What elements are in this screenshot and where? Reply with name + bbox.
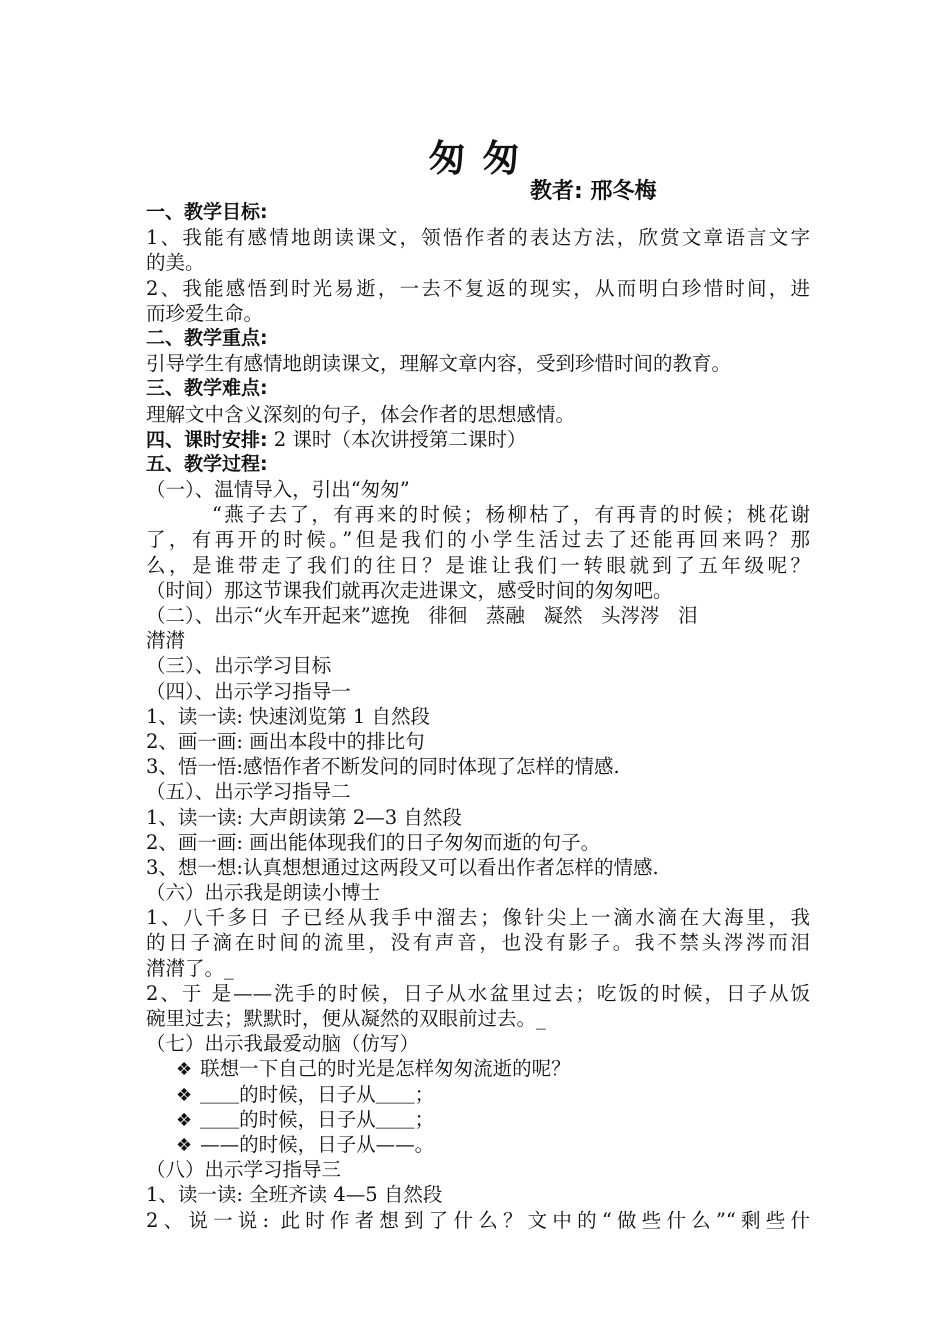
goal-line: 2、我能感悟到时光易逝，一去不复返的现实，从而明白珍惜时间，进 — [146, 276, 810, 300]
reading-line: 潸潸了。_ — [146, 956, 234, 980]
author-line: 教者: 邢冬梅 — [530, 179, 657, 204]
paragraph-line: 么，是谁带走了我们的往日？是谁让我们一转眼就到了五年级呢？ — [146, 553, 810, 577]
goal-line: 的美。 — [146, 251, 205, 275]
bullet-item — [146, 1132, 810, 1157]
guide-item: 1、读一读: 快速浏览第 1 自然段 — [146, 704, 430, 728]
bullet-text: ＿＿的时候，日子从＿＿； — [200, 1107, 435, 1131]
paragraph-line: 潸潸 — [146, 629, 186, 653]
diamond-bullet-icon: ❖ — [176, 1109, 193, 1131]
section-heading-process: 五、教学过程: — [146, 452, 268, 475]
guide-item: 2、画一画: 画出能体现我们的日子匆匆而逝的句子。 — [146, 830, 601, 854]
section-heading-difficulty: 三、教学难点: — [146, 377, 268, 400]
reading-line: 的日子滴在时间的流里，没有声音，也没有影子。我不禁头涔涔而泪 — [146, 931, 810, 955]
process-step-heading: （一）、温情导入，引出“匆匆” — [146, 478, 410, 502]
guide-item: 2、画一画: 画出本段中的排比句 — [146, 729, 425, 753]
reading-line: 1、八千多日 子已经从我手中溜去；像针尖上一滴水滴在大海里，我 — [146, 906, 810, 930]
process-step-heading: （三）、出示学习目标 — [146, 654, 332, 678]
process-step-heading: （四）、出示学习指导一 — [146, 679, 351, 703]
document-body — [146, 200, 810, 1233]
goal-line: 1、我能有感情地朗读课文，领悟作者的表达方法，欣赏文章语言文字 — [146, 226, 810, 250]
guide-item: 3、想一想:认真想想通过这两段又可以看出作者怎样的情感. — [146, 855, 659, 879]
process-step-heading: （八）出示学习指导三 — [146, 1158, 342, 1182]
diamond-bullet-icon: ❖ — [176, 1084, 193, 1106]
guide-item: 3、悟一悟:感悟作者不断发问的同时体现了怎样的情感. — [146, 755, 620, 779]
process-step-heading: （二）、出示“火车开起来”遮挽 徘徊 蒸融 凝然 头涔涔 泪 — [146, 604, 698, 627]
schedule-line — [146, 427, 810, 452]
diamond-bullet-icon: ❖ — [176, 1059, 193, 1081]
section-heading-goals: 一、教学目标: — [146, 201, 268, 223]
bullet-item — [146, 1056, 810, 1081]
diamond-bullet-icon: ❖ — [176, 1134, 193, 1156]
difficulty-line: 理解文中含义深刻的句子，体会作者的思想感情。 — [146, 402, 576, 426]
process-step-heading: （六）出示我是朗读小博士 — [146, 881, 381, 905]
document-title: 匆 匆 — [428, 136, 522, 180]
focus-line: 引导学生有感情地朗读课文，理解文章内容，受到珍惜时间的教育。 — [146, 352, 732, 376]
paragraph-line: 了，有再开的时候。”但是我们的小学生活过去了还能再回来吗？那 — [146, 528, 810, 552]
guide-item: 2、说一说: 此时作者想到了什么？文中的“做些什么”“剩些什 — [146, 1208, 810, 1232]
process-step-heading: （七）出示我最爱动脑（仿写） — [146, 1032, 420, 1056]
section-heading-focus: 二、教学重点: — [146, 326, 268, 349]
bullet-text: ——的时候，日子从——。 — [200, 1132, 435, 1156]
reading-line: 碗里过去；默默时，便从凝然的双眼前过去。_ — [146, 1007, 546, 1030]
schedule-text: 2 课时（本次讲授第二课时） — [267, 427, 527, 451]
paragraph-line: “燕子去了，有再来的时候；杨柳枯了，有再青的时候；桃花谢 — [212, 503, 810, 527]
guide-item: 1、读一读: 大声朗读第 2—3 自然段 — [146, 805, 462, 829]
bullet-item — [146, 1082, 810, 1107]
section-heading-schedule: 四、课时安排: — [146, 428, 268, 451]
bullet-item — [146, 1107, 810, 1132]
goal-line: 而珍爱生命。 — [146, 301, 264, 325]
process-step-heading: （五）、出示学习指导二 — [146, 780, 351, 804]
bullet-text: ＿＿的时候，日子从＿＿； — [200, 1082, 435, 1106]
paragraph-line: （时间）那这节课我们就再次走进课文，感受时间的匆匆吧。 — [146, 578, 673, 602]
bullet-text: 联想一下自己的时光是怎样匆匆流逝的呢？ — [200, 1057, 571, 1081]
guide-item: 1、读一读: 全班齐读 4—5 自然段 — [146, 1183, 443, 1207]
reading-line: 2、于 是——洗手的时候，日子从水盆里过去；吃饭的时候，日子从饭 — [146, 981, 810, 1005]
